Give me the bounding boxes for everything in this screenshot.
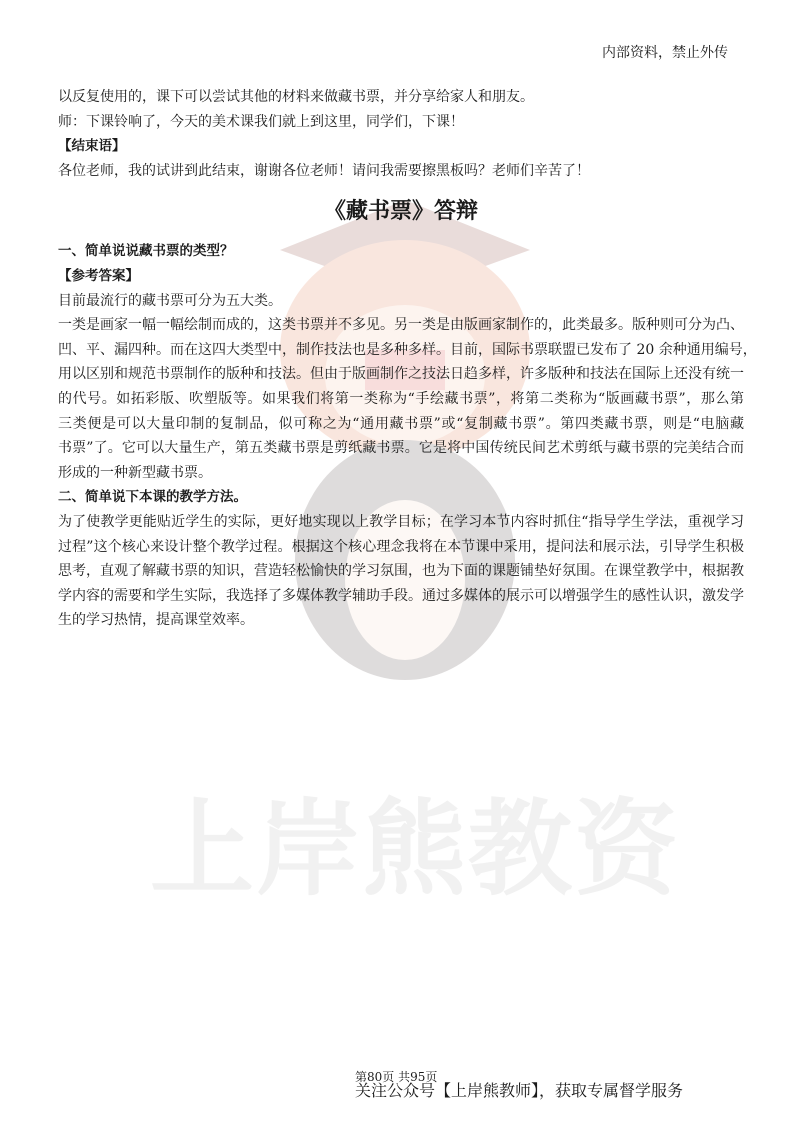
q2-line: 思考，直观了解藏书票的知识，营造轻松愉快的学习氛围，也为下面的课题铺垫好氛围。在课堂教学中，根据教: [58, 563, 744, 580]
q1-first-line: 目前最流行的藏书票可分为五大类。: [58, 292, 282, 309]
closing-line: 各位老师，我的试讲到此结束，谢谢各位老师！请问我需要擦黑板吗？老师们辛苦了！: [58, 162, 590, 179]
page-number: 第80页 共95页: [355, 1070, 438, 1084]
footer-ad: 关注公众号【上岸熊教师】，获取专属督学服务: [355, 1081, 684, 1100]
q2-question: 二、简单说下本课的教学方法。: [58, 489, 247, 506]
q1-question: 一、简单说说藏书票的类型？: [58, 243, 234, 260]
q2-line: 为了使教学更能贴近学生的实际，更好地实现以上教学目标；在学习本节内容时抓住“指导学生学法，重视学习: [58, 513, 744, 530]
closing-heading: 【结束语】: [58, 138, 126, 155]
q1-line: 书票”了。它可以大量生产，第五类藏书票是剪纸藏书票。它是将中国传统民间艺术剪纸与藏书票的完美结合而: [58, 440, 744, 457]
q1-line: 用以区别和规范书票制作的版种和技法。但由于版画制作之技法日趋多样，许多版种和技法在国际上还没有统一: [58, 366, 744, 383]
q1-line: 的代号。如拓彩版、吹塑版等。如果我们将第一类称为“手绘藏书票”，将第二类称为“版画藏书票”，那么第: [58, 390, 744, 407]
q2-last-line: 生的学习热情，提高课堂效率。: [58, 612, 254, 629]
intro-line: 师：下课铃响了，今天的美术课我们就上到这里，同学们，下课！: [58, 113, 464, 130]
intro-line: 以反复使用的，课下可以尝试其他的材料来做藏书票，并分享给家人和朋友。: [58, 89, 534, 105]
document-body: [58, 85, 757, 633]
q1-answer-heading: 【参考答案】: [58, 267, 139, 284]
page-title: 《藏书票》答辩: [323, 198, 478, 225]
q2-line: 过程”这个核心来设计整个教学过程。根据这个核心理念我将在本节课中采用，提问法和展示法，引导学生积极: [58, 538, 744, 555]
q1-line: 一类是画家一幅一幅绘制而成的，这类书票并不多见。另一类是由版画家制作的，此类最多。版种则可分为凸、: [58, 317, 744, 334]
q1-last-line: 形成的一种新型藏书票。: [58, 464, 212, 481]
q1-line: 凹、平、漏四种。而在这四大类型中，制作技法也是多种多样。目前，国际书票联盟已发布了 20 余种通用编号，: [58, 341, 757, 358]
q2-line: 学内容的需要和学生实际，我选择了多媒体教学辅助手段。通过多媒体的展示可以增强学生的感性认识，激发学: [58, 587, 744, 604]
header-note: 内部资料，禁止外传: [602, 45, 728, 61]
q1-line: 三类便是可以大量印制的复制品，似可称之为“通用藏书票”或“复制藏书票”。第四类藏书票，则是“电脑藏: [58, 415, 744, 432]
watermark-text: 上岸熊教资: [150, 788, 681, 910]
